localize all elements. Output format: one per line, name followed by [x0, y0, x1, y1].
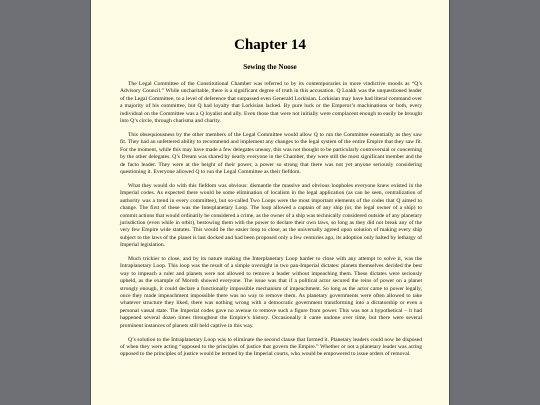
paragraph: What they would do with this fiefdom was obvious: dismantle the massive and obvious loopholes everyone knew existed in the Imperial codes. As expected there would be some elimination of localism in the legal application (as can be seen, centralization of authority was a trend in every committee), but so-called Two Loops were the most important elements of the codes that Q aimed to change. The first of these was the Interplanetary Loop. The loop allowed a captain of any ship (or, the legal owner of a ship) to commit actions that would ordinarily be considered a crime, as the owner of a ship was technically considered outside of any planetary jurisdiction (even while in orbit), bestowing them with the power to declare their own laws, so long as they did not break any of the very few Empire wide statutes. This would be the easier loop to close, as the universally agreed upon solution of making every ship subject to the laws of the planet is last docked and had been proposed only a few centuries ago, its adoption only halted by lethargy of Imperial legislation.	[120, 182, 422, 249]
paragraph: Much trickier to close, and by its nature making the Interplanetary Loop harder to close with any attempt to solve it, was the Intraplanetary Loop. This loop was the result of a simple oversight in two pan-Imperial dictates: planets themselves decided the best way to impeach a ruler and planets were not allowed to remove a leader without impeaching them. These dictates were seriously upheld, as the example of Moroth showed everyone. The issue was that if a political actor secured the reins of power on a planet strongly enough, it could declare a functionally impossible mechanism of impeachment. So long as the actor came to power legally, once they made impeachment impossible there was no way to remove them. As planetary governments were often allowed to take whatever structure they liked, there was nothing wrong with a democratic government transforming into a dictatorship or even a personal vassal state. The Imperial codes gave no avenue to remove such a figure from power. This was not a hypothetical – it had happened several dozen times throughout the Empire’s history. Occasionally it came undone over time, but there were several prominent instances of planets still held captive in this way.	[120, 256, 422, 329]
paragraph: Q’s solution to the Intraplanetary Loop was to eliminate the second clause that formed it. Planetary leaders could now be disposed of when they were acting “opposed to the principles of justice that govern the Empire.” Whether or not a planetary leader was acting opposed to the principles of justice would be termed by the Imperial courts, who would be empowered to issue orders of removal.	[120, 336, 422, 358]
chapter-body	[91, 81, 449, 359]
chapter-title: Chapter 14	[234, 37, 306, 53]
paragraph: The Legal Committee of the Constitutional Chamber was referred to by its contemporaries in more vindictive moods as “Q’s Advisory Council.” While uncharitable, there is a significant degree of truth in this accusation. Q Loakh was the unquestioned leader of the Legal Committee, to a level of deference that surpassed even Generald Lorkisian. Lorkisian may have had literal command over a majority of his committee, but Q had loyalty that Lorkisian lacked. By pure luck or the Emperor’s machinations or both, every individual on the Committee was a Q loyalist and ally. Even those that were not initially were complacent enough to easily be brought into Q’s circle, through charisma and charity.	[120, 81, 422, 125]
section-title: Sewing the Noose	[243, 63, 297, 71]
document-page	[90, 0, 450, 405]
paragraph: This obsequiousness by the other members of the Legal Committee would allow Q to run the Committee essentially as they saw fit. They had an unfettered ability to recommend and implement any changes to the legal system of the entire Empire that they saw fit. For the moment, while this may have made a few delegates uneasy, this was not thought to be particularly controversial or concerning by the other delegates. Q’s Dream was shared by nearly everyone in the Chamber, they were still the most significant member and the de facto leader. They were at the height of their power, a power so strong that there was not yet anyone seriously considering questioning it. Everyone allowed Q to run the Legal Committee as their fiefdom.	[120, 131, 422, 175]
